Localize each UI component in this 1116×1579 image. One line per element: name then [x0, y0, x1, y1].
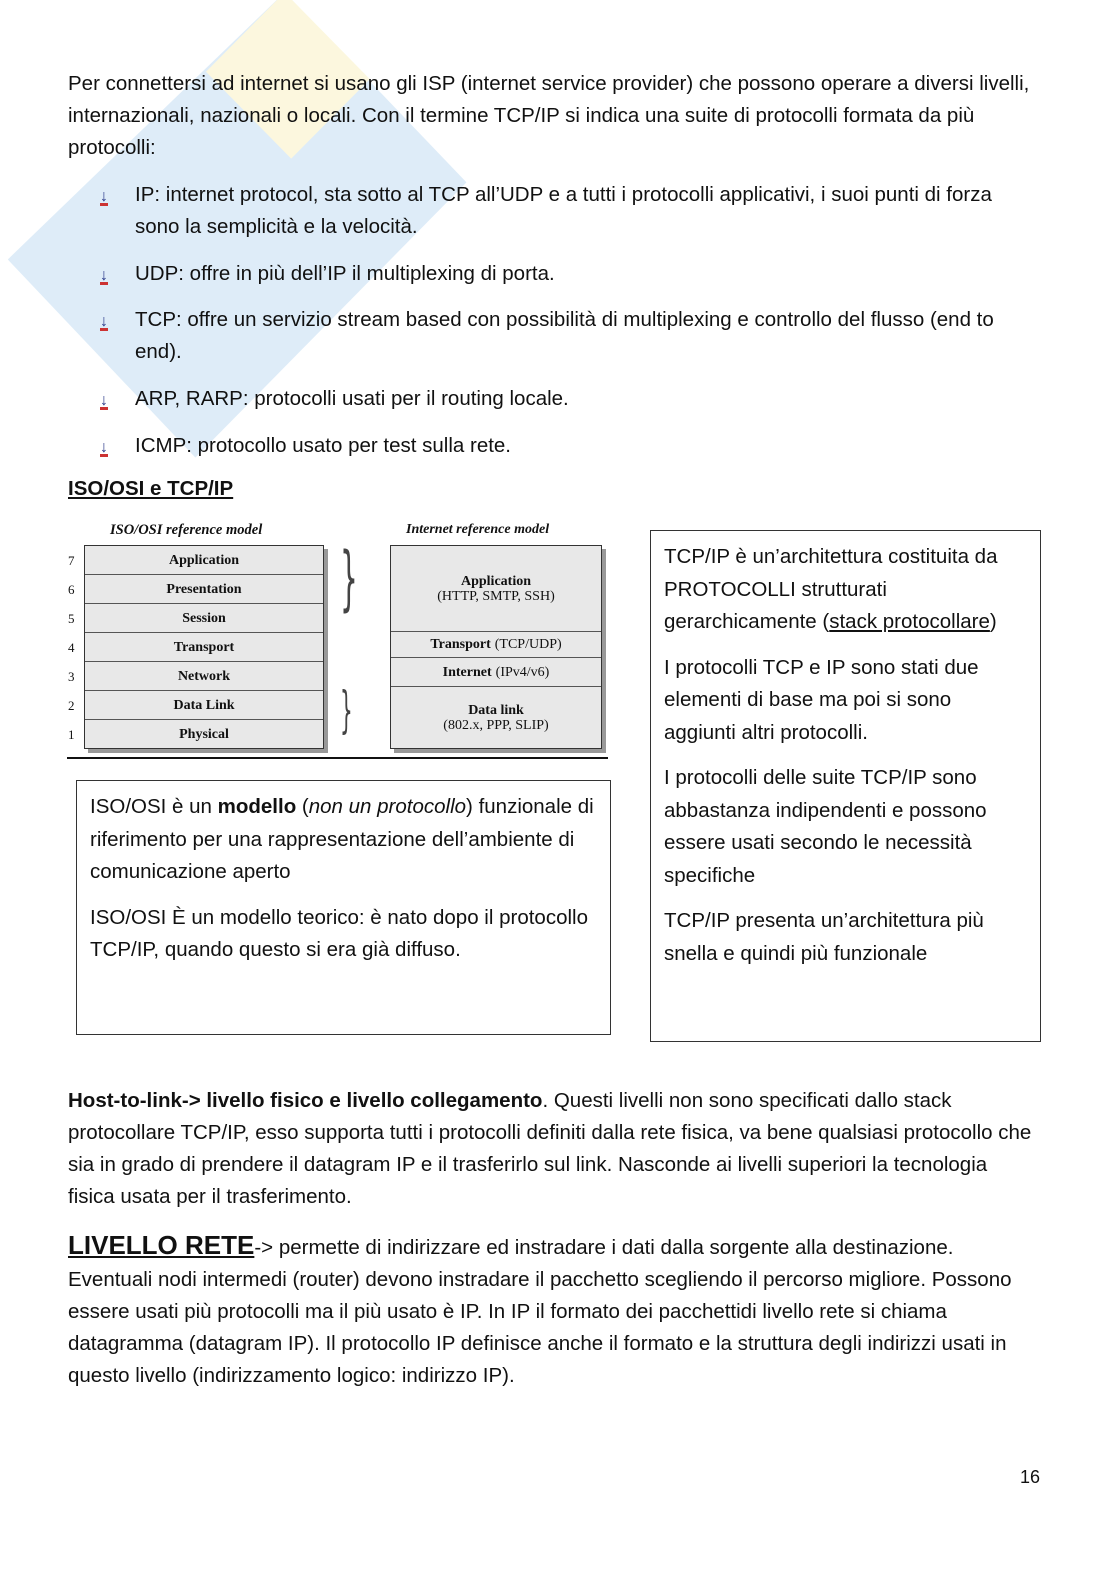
reference-model-diagram [60, 515, 620, 765]
osi-layer: Transport [85, 633, 323, 662]
note-paragraph: ISO/OSI è un modello (non un protocollo) funzionale di riferimento per una rappresentazione dell’ambiente di comunicazione aperto [90, 795, 594, 883]
list-item [100, 258, 1020, 292]
layer-number: 6 [68, 582, 75, 597]
osi-layer: Presentation [85, 575, 323, 604]
osi-title: ISO/OSI reference model [110, 522, 263, 538]
arrow-bullet-icon: ↓ [100, 188, 108, 205]
arrow-bullet-icon: ↓ [100, 313, 108, 330]
brace-icon: } [340, 537, 358, 619]
osi-stack [84, 545, 324, 749]
layer-number: 3 [68, 669, 75, 684]
note-paragraph: I protocolli delle suite TCP/IP sono abbastanza indipendenti e possono essere usati secondo le necessità specifiche [664, 766, 987, 887]
bullet-text: ICMP: protocollo usato per test sulla rete. [135, 434, 512, 457]
livello-rete-paragraph: LIVELLO RETE-> permette di indirizzare ed instradare i dati dalla sorgente alla destinazione. Eventuali nodi intermedi (router) devono instradare il pacchetto scegliendo il percorso migliore. Possono essere usati più protocolli ma il più usato è IP. In IP il formato dei pacchettidi livello rete si chiama datagramma (datagram IP). Il protocollo IP definisce anche il formato e la struttura degli indirizzi usati in questo livello (indirizzamento logico: indirizzo IP). [68, 1230, 1012, 1387]
osi-layer: Network [85, 662, 323, 691]
layer-number: 7 [68, 553, 75, 568]
note-paragraph: I protocolli TCP e IP sono stati due elementi di base ma poi si sono aggiunti altri protocolli. [664, 655, 979, 744]
bullet-text: IP: internet protocol, sta sotto al TCP all’UDP e a tutti i protocolli applicativi, i suoi punti di forza sono la semplicità e la velocità. [135, 183, 992, 238]
iso-osi-note-box [76, 780, 611, 1035]
bullet-text: ARP, RARP: protocolli usati per il routing locale. [135, 387, 569, 410]
arrow-bullet-icon: ↓ [100, 439, 108, 456]
internet-stack [390, 545, 602, 749]
brace-icon: } [340, 681, 353, 739]
note-paragraph: TCP/IP è un’architettura costituita da PROTOCOLLI strutturati gerarchicamente (stack protocollare) [664, 545, 998, 633]
host-to-link-paragraph: Host-to-link-> livello fisico e livello collegamento. Questi livelli non sono specificati dallo stack protocollare TCP/IP, esso supporta tutti i protocolli definiti dalla rete fisica, va bene qualsiasi protocollo che sia in grado di prendere il datagram IP e il trasferirlo sul link. Nasconde ai livelli superiori la tecnologia fisica usata per il trasferimento. [68, 1089, 1032, 1208]
list-item [100, 304, 1020, 368]
bullet-text: TCP: offre un servizio stream based con possibilità di multiplexing e controllo del flusso (end to end). [135, 308, 994, 363]
list-item [100, 383, 1020, 417]
internet-title: Internet reference model [406, 522, 550, 537]
internet-layer: Transport (TCP/UDP) [391, 632, 601, 658]
osi-layer: Application [85, 546, 323, 575]
tcp-ip-note-box [650, 530, 1041, 1042]
internet-layer: Data link (802.x, PPP, SLIP) [443, 702, 549, 733]
list-item [100, 430, 1020, 464]
arrow-bullet-icon: ↓ [100, 267, 108, 284]
layer-number: 4 [68, 640, 75, 655]
osi-layer: Session [85, 604, 323, 633]
layer-number: 1 [68, 727, 75, 742]
note-paragraph: TCP/IP presenta un’architettura più snella e quindi più funzionale [664, 909, 984, 965]
internet-layer: Application (HTTP, SMTP, SSH) [391, 546, 601, 632]
osi-layer: Physical [179, 726, 229, 742]
section-heading: ISO/OSI e TCP/IP [68, 477, 234, 500]
divider-line [67, 757, 608, 759]
layer-number: 2 [68, 698, 75, 713]
bullet-text: UDP: offre in più dell’IP il multiplexing di porta. [135, 262, 555, 285]
arrow-bullet-icon: ↓ [100, 392, 108, 409]
list-item [100, 179, 1020, 243]
intro-paragraph: Per connettersi ad internet si usano gli ISP (internet service provider) che possono operare a diversi livelli, internazionali, nazionali o locali. Con il termine TCP/IP si indica una suite di protocolli formata da più protocolli: [68, 72, 1030, 159]
internet-layer: Internet (IPv4/v6) [391, 658, 601, 687]
osi-layer: Data Link [85, 691, 323, 720]
livello-rete-title: LIVELLO RETE [68, 1230, 255, 1260]
page-number: 16 [1020, 1467, 1041, 1487]
note-paragraph: ISO/OSI È un modello teorico: è nato dopo il protocollo TCP/IP, quando questo si era già diffuso. [90, 905, 588, 961]
layer-number: 5 [68, 611, 75, 626]
